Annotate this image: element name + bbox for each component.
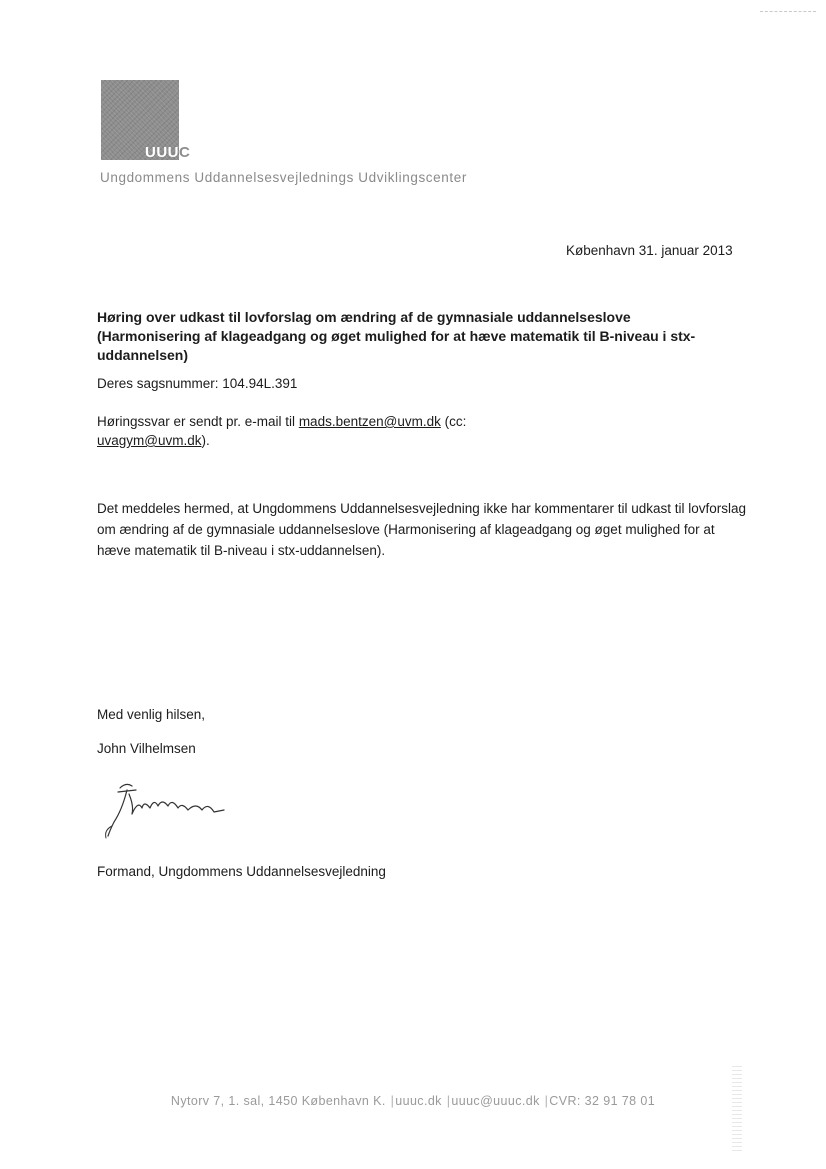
organization-name: Ungdommens Uddannelsesvejlednings Udviklingscenter <box>100 170 467 185</box>
closing-greeting: Med venlig hilsen, <box>97 707 206 722</box>
letter-date: København 31. januar 2013 <box>566 243 733 258</box>
email-link-cc[interactable]: uvagym@uvm.dk <box>97 433 202 448</box>
signer-role: Formand, Ungdommens Uddannelsesvejledning <box>97 864 386 879</box>
logo-text <box>145 144 190 162</box>
footer-cvr: CVR: 32 91 78 01 <box>549 1094 656 1108</box>
footer-email[interactable]: uuuc@uuuc.dk <box>451 1094 540 1108</box>
footer-address: Nytorv 7, 1. sal, 1450 København K. <box>170 1094 386 1108</box>
hearing-cc-prefix: (cc: <box>440 414 467 429</box>
footer-website[interactable]: uuuc.dk <box>395 1094 442 1108</box>
handwritten-signature <box>96 780 246 842</box>
case-number: Deres sagsnummer: 104.94L.391 <box>97 376 298 391</box>
email-link-primary[interactable]: mads.bentzen@uvm.dk <box>298 414 441 429</box>
signer-name: John Vilhelmsen <box>97 741 196 756</box>
scan-artifact-strip <box>732 1066 742 1154</box>
letter-subject: Høring over udkast til lovforslag om ændring af de gymnasiale uddannelseslove (Harmonisering af klageadgang og øget mulighed for at hæve matematik til B-niveau i stx-uddannelsen) <box>97 309 696 363</box>
letter-body: Det meddeles hermed, at Ungdommens Uddannelsesvejledning ikke har kommentarer til udkast til lovforslag om ændring af de gymnasiale uddannelseslove (Harmonisering af klageadgang og øget mulighed for at hæve matematik til B-niveau i stx-uddannelsen). <box>97 501 747 558</box>
logo-text-gray: C <box>179 144 191 161</box>
logo-text-white: UUU <box>145 144 179 161</box>
footer-contact: Nytorv 7, 1. sal, 1450 København K. |uuuc.dk |uuuc@uuuc.dk |CVR: 32 91 78 01 <box>170 1094 656 1108</box>
scan-edge-line <box>760 11 816 12</box>
hearing-prefix: Høringssvar er sendt pr. e-mail til <box>97 414 299 429</box>
hearing-response-note <box>97 412 517 450</box>
hearing-suffix: ). <box>201 433 210 448</box>
